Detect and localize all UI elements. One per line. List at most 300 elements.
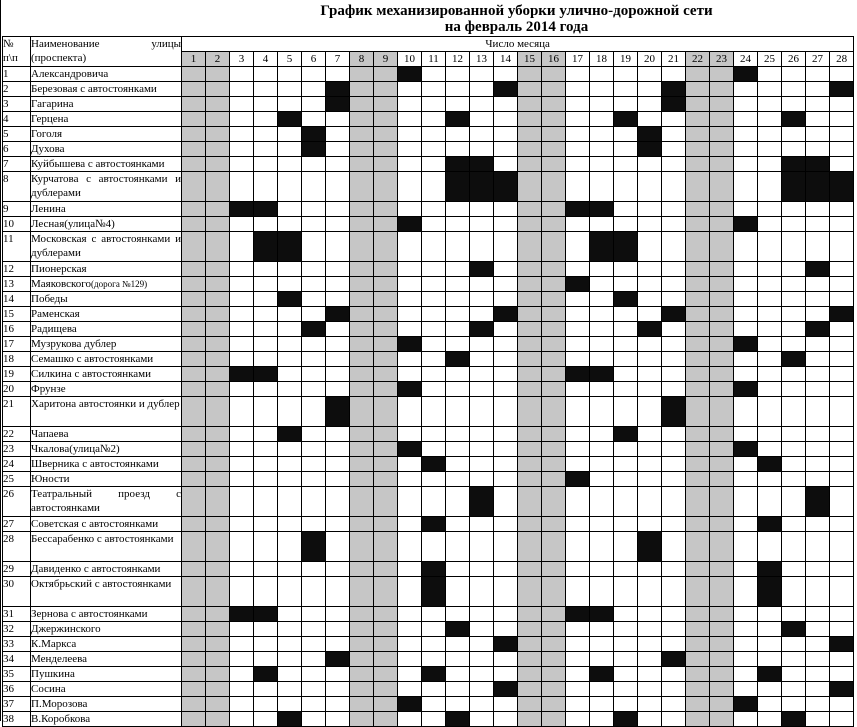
empty-cell [494,217,518,232]
row-number: 16 [3,322,31,337]
empty-cell [398,352,422,367]
empty-cell [446,127,470,142]
empty-cell [734,532,758,562]
empty-cell [734,262,758,277]
table-row [3,442,854,457]
empty-cell [758,217,782,232]
table-row [3,232,854,262]
empty-cell [614,532,638,562]
weekend-cell [350,262,374,277]
weekend-cell [350,322,374,337]
empty-cell [278,562,302,577]
table-row [3,157,854,172]
weekend-cell [686,457,710,472]
empty-cell [614,577,638,607]
empty-cell [326,142,350,157]
scheduled-cell [326,652,350,667]
row-number: 26 [3,487,31,517]
empty-cell [758,262,782,277]
empty-cell [758,82,782,97]
empty-cell [230,637,254,652]
weekend-cell [374,427,398,442]
empty-cell [734,577,758,607]
empty-cell [806,352,830,367]
table-row [3,307,854,322]
weekend-cell [206,487,230,517]
weekend-cell [518,217,542,232]
empty-cell [806,442,830,457]
empty-cell [494,622,518,637]
weekend-cell [518,262,542,277]
empty-cell [806,382,830,397]
empty-cell [470,472,494,487]
empty-cell [230,352,254,367]
row-number: 32 [3,622,31,637]
row-number: 25 [3,472,31,487]
scheduled-cell [254,667,278,682]
empty-cell [470,307,494,322]
empty-cell [830,427,854,442]
empty-cell [590,292,614,307]
empty-cell [734,352,758,367]
empty-cell [302,217,326,232]
weekend-cell [542,367,566,382]
empty-cell [422,352,446,367]
weekend-cell [182,97,206,112]
street-name: Фрунзе [31,383,66,395]
table-row [3,607,854,622]
scheduled-cell [302,127,326,142]
empty-cell [614,277,638,292]
empty-cell [446,262,470,277]
empty-cell [446,487,470,517]
weekend-cell [518,712,542,727]
empty-cell [302,172,326,202]
street-name-cell [31,667,182,682]
scheduled-cell [230,202,254,217]
scheduled-cell [398,67,422,82]
weekend-cell [518,127,542,142]
empty-cell [230,517,254,532]
empty-cell [470,562,494,577]
empty-cell [254,427,278,442]
empty-cell [254,622,278,637]
weekend-cell [686,142,710,157]
scheduled-cell [470,157,494,172]
weekend-cell [542,232,566,262]
empty-cell [302,157,326,172]
day-header-9: 9 [374,52,398,67]
empty-cell [734,112,758,127]
empty-cell [830,562,854,577]
empty-cell [302,427,326,442]
empty-cell [422,472,446,487]
weekend-cell [182,487,206,517]
empty-cell [326,232,350,262]
empty-cell [758,67,782,82]
empty-cell [590,157,614,172]
row-number: 5 [3,127,31,142]
empty-cell [662,172,686,202]
scheduled-cell [590,667,614,682]
empty-cell [590,112,614,127]
empty-cell [398,517,422,532]
empty-cell [494,607,518,622]
empty-cell [830,607,854,622]
street-name: Березовая с автостоянками [31,83,157,95]
empty-cell [398,682,422,697]
street-name-cell [31,427,182,442]
empty-cell [614,667,638,682]
empty-cell [806,472,830,487]
scheduled-cell [590,232,614,262]
empty-cell [494,487,518,517]
weekend-cell [206,67,230,82]
empty-cell [230,232,254,262]
empty-cell [638,172,662,202]
empty-cell [590,487,614,517]
weekend-cell [350,637,374,652]
empty-cell [302,112,326,127]
scheduled-cell [734,67,758,82]
empty-cell [590,697,614,712]
empty-cell [590,622,614,637]
empty-cell [662,712,686,727]
empty-cell [470,277,494,292]
empty-cell [830,157,854,172]
weekend-cell [542,82,566,97]
empty-cell [470,532,494,562]
weekend-cell [710,232,734,262]
weekend-cell [518,232,542,262]
scheduled-cell [446,112,470,127]
empty-cell [806,712,830,727]
weekend-cell [542,532,566,562]
empty-cell [230,697,254,712]
empty-cell [446,97,470,112]
empty-cell [830,712,854,727]
empty-cell [302,292,326,307]
empty-cell [830,337,854,352]
empty-cell [830,112,854,127]
scheduled-cell [494,82,518,97]
empty-cell [806,427,830,442]
empty-cell [590,352,614,367]
weekend-cell [710,157,734,172]
empty-cell [590,97,614,112]
empty-cell [398,652,422,667]
weekend-cell [374,202,398,217]
weekend-cell [374,97,398,112]
day-header-17: 17 [566,52,590,67]
weekend-cell [350,712,374,727]
weekend-cell [542,712,566,727]
empty-cell [830,697,854,712]
empty-cell [830,127,854,142]
empty-cell [470,457,494,472]
day-header-26: 26 [782,52,806,67]
weekend-cell [374,472,398,487]
day-header-20: 20 [638,52,662,67]
weekend-cell [374,232,398,262]
empty-cell [566,682,590,697]
empty-cell [758,442,782,457]
empty-cell [638,697,662,712]
empty-cell [614,337,638,352]
empty-cell [614,262,638,277]
scheduled-cell [830,172,854,202]
weekend-cell [710,697,734,712]
weekend-cell [518,577,542,607]
empty-cell [230,337,254,352]
weekend-cell [374,442,398,457]
table-row [3,322,854,337]
empty-cell [806,127,830,142]
empty-cell [566,532,590,562]
street-name: Куйбышева с автостоянками [31,158,165,170]
empty-cell [470,337,494,352]
weekend-cell [686,127,710,142]
empty-cell [278,682,302,697]
weekend-cell [206,427,230,442]
empty-cell [662,382,686,397]
empty-cell [566,157,590,172]
empty-cell [302,397,326,427]
empty-cell [734,562,758,577]
empty-cell [470,292,494,307]
empty-cell [398,427,422,442]
empty-cell [254,157,278,172]
scheduled-cell [446,712,470,727]
weekend-cell [686,487,710,517]
empty-cell [566,397,590,427]
empty-cell [806,562,830,577]
empty-cell [254,277,278,292]
scheduled-cell [494,307,518,322]
empty-cell [278,277,302,292]
weekend-cell [350,127,374,142]
weekend-cell [710,337,734,352]
day-header-25: 25 [758,52,782,67]
weekend-cell [686,292,710,307]
scheduled-cell [566,607,590,622]
empty-cell [398,607,422,622]
empty-cell [638,217,662,232]
row-number: 21 [3,397,31,427]
empty-cell [422,682,446,697]
empty-cell [614,472,638,487]
empty-cell [734,652,758,667]
empty-cell [662,517,686,532]
empty-cell [422,607,446,622]
weekend-cell [710,472,734,487]
empty-cell [494,517,518,532]
day-header-10: 10 [398,52,422,67]
scheduled-cell [806,172,830,202]
empty-cell [782,307,806,322]
header-num-line2: п\п [3,52,18,64]
weekend-cell [710,142,734,157]
row-number: 29 [3,562,31,577]
weekend-cell [686,517,710,532]
weekend-cell [518,157,542,172]
empty-cell [422,337,446,352]
street-name: Семашко с автостоянками [31,353,154,365]
empty-cell [446,292,470,307]
day-header-7: 7 [326,52,350,67]
scheduled-cell [806,157,830,172]
scheduled-cell [326,397,350,427]
empty-cell [590,67,614,82]
weekend-cell [374,292,398,307]
empty-cell [734,457,758,472]
scheduled-cell [230,367,254,382]
weekend-cell [710,67,734,82]
empty-cell [422,322,446,337]
weekend-cell [542,517,566,532]
weekend-cell [206,382,230,397]
weekend-cell [542,217,566,232]
weekend-cell [350,487,374,517]
empty-cell [254,442,278,457]
weekend-cell [686,427,710,442]
weekend-cell [710,532,734,562]
street-name: Победы [31,293,68,305]
scheduled-cell [638,127,662,142]
empty-cell [830,352,854,367]
weekend-cell [182,112,206,127]
scheduled-cell [590,202,614,217]
empty-cell [806,82,830,97]
empty-cell [278,442,302,457]
weekend-cell [374,217,398,232]
empty-cell [566,217,590,232]
scheduled-cell [326,307,350,322]
empty-cell [758,142,782,157]
empty-cell [494,337,518,352]
empty-cell [614,637,638,652]
empty-cell [590,532,614,562]
scheduled-cell [590,367,614,382]
empty-cell [782,397,806,427]
scheduled-cell [398,697,422,712]
empty-cell [782,82,806,97]
street-name-cell [31,712,182,727]
empty-cell [566,112,590,127]
empty-cell [830,667,854,682]
day-header-13: 13 [470,52,494,67]
empty-cell [662,532,686,562]
street-name: Пионерская [31,263,87,275]
empty-cell [302,607,326,622]
weekend-cell [518,472,542,487]
header-row-top [3,37,854,52]
street-name-cell [31,142,182,157]
empty-cell [446,442,470,457]
weekend-cell [686,472,710,487]
scheduled-cell [422,517,446,532]
scheduled-cell [758,577,782,607]
table-row [3,262,854,277]
empty-cell [494,127,518,142]
weekend-cell [182,352,206,367]
empty-cell [302,577,326,607]
table-row [3,487,854,517]
weekend-cell [686,97,710,112]
empty-cell [590,382,614,397]
weekend-cell [542,157,566,172]
weekend-cell [350,517,374,532]
weekend-cell [518,67,542,82]
empty-cell [638,517,662,532]
empty-cell [614,127,638,142]
empty-cell [302,67,326,82]
weekend-cell [518,292,542,307]
empty-cell [494,382,518,397]
empty-cell [830,442,854,457]
street-name: Ленина [31,203,66,215]
empty-cell [494,157,518,172]
empty-cell [302,697,326,712]
empty-cell [398,112,422,127]
weekend-cell [686,232,710,262]
empty-cell [638,457,662,472]
empty-cell [830,142,854,157]
scheduled-cell [422,457,446,472]
empty-cell [302,622,326,637]
street-name-cell [31,577,182,607]
empty-cell [470,607,494,622]
table-row [3,577,854,607]
empty-cell [806,517,830,532]
empty-cell [398,667,422,682]
weekend-cell [206,157,230,172]
table-row [3,517,854,532]
empty-cell [782,487,806,517]
empty-cell [758,112,782,127]
empty-cell [806,682,830,697]
street-name-cell [31,307,182,322]
empty-cell [326,457,350,472]
row-number: 10 [3,217,31,232]
scheduled-cell [782,712,806,727]
empty-cell [590,427,614,442]
street-name: Радищева [31,323,77,335]
weekend-cell [542,172,566,202]
empty-cell [734,637,758,652]
row-number: 38 [3,712,31,727]
weekend-cell [206,127,230,142]
empty-cell [398,292,422,307]
empty-cell [302,337,326,352]
street-name-cell [31,82,182,97]
empty-cell [254,712,278,727]
empty-cell [782,292,806,307]
weekend-cell [350,337,374,352]
empty-cell [326,67,350,82]
weekend-cell [518,397,542,427]
weekend-cell [374,367,398,382]
street-name-cell [31,397,182,427]
table-row [3,337,854,352]
empty-cell [638,652,662,667]
empty-cell [422,532,446,562]
weekend-cell [710,427,734,442]
empty-cell [830,652,854,667]
empty-cell [254,292,278,307]
row-number: 11 [3,232,31,262]
empty-cell [614,97,638,112]
